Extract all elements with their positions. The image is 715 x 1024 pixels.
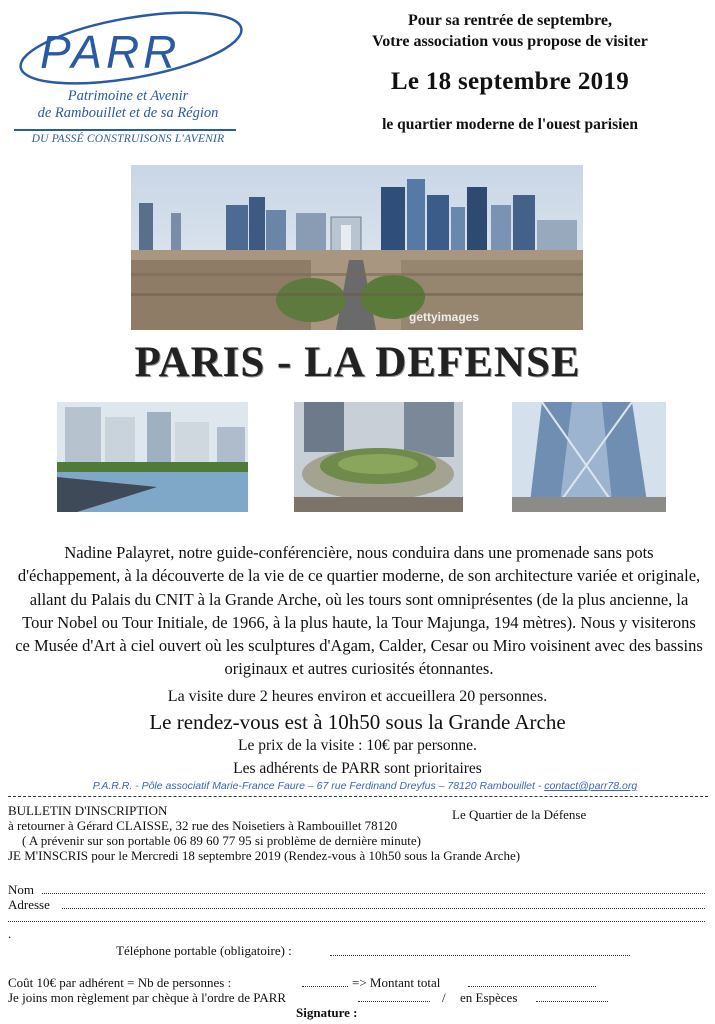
payment-separator: / xyxy=(442,990,446,1005)
footer-address: P.A.R.R. - Pôle associatif Marie-France Faure – 67 rue Ferdinand Dreyfus – 78120 Rambouillet - xyxy=(92,780,545,792)
phone-label: Téléphone portable (obligatoire) : xyxy=(116,943,292,958)
form-register: JE M'INSCRIS pour le Mercredi 18 septembre 2019 (Rendez-vous à 10h50 sous la Grande Arche) xyxy=(8,848,521,863)
event-date: Le 18 septembre 2019 xyxy=(390,68,630,95)
header-subtitle: le quartier moderne de l'ouest parisien xyxy=(382,116,638,133)
photo-fountain-towers xyxy=(57,402,248,512)
cheque-field[interactable] xyxy=(358,1001,430,1002)
cut-line xyxy=(8,796,708,797)
phone-field[interactable] xyxy=(330,955,630,956)
association-address xyxy=(45,780,685,792)
logo-tagline-2: de Rambouillet et de sa Région xyxy=(37,105,219,121)
logo-tagline-1: Patrimoine et Avenir xyxy=(67,88,189,104)
logo-tagline xyxy=(10,88,246,122)
header-line-1: Pour sa rentrée de septembre, xyxy=(408,12,612,29)
cost-label: Coût 10€ par adhérent = Nb de personnes : xyxy=(8,975,232,990)
total-label: => Montant total xyxy=(352,975,441,990)
photo-glass-tower xyxy=(512,402,666,512)
cash-label: en Espèces xyxy=(460,990,518,1005)
header-line-2: Votre association vous propose de visiter xyxy=(372,33,648,50)
address-line-3-marker: . xyxy=(8,926,12,941)
logo-text: PARR xyxy=(40,26,181,78)
visit-duration: La visite dure 2 heures environ et accueillera 20 personnes. xyxy=(167,688,548,705)
parr-logo xyxy=(6,6,251,151)
getty-watermark: gettyimages xyxy=(409,310,480,324)
form-title: BULLETIN D'INSCRIPTION xyxy=(8,803,168,818)
contact-email-link[interactable]: contact@parr78.org xyxy=(544,780,638,792)
signature-label: Signature : xyxy=(296,1005,358,1020)
form-return-to: à retourner à Gérard CLAISSE, 32 rue des Noisetiers à Rambouillet 78120 xyxy=(8,818,398,833)
description-paragraph: Nadine Palayret, notre guide-conférencière, nous conduira dans une promenade sans pots d'échappement, à la découverte de la vie de ce quartier moderne, de son architecture variée et originale, allant du Palais du CNIT à la Grande Arche, où les tours sont omniprésentes (de la plus ancienne, la Tour Nobel ou Tour Initiale, de 1966, à la plus haute, la Tour Majunga, 194 mètres). Nous y visiterons ce Musée d'Art à ciel ouvert où les sculptures d'Agam, Calder, Cesar ou Miro voisinent avec des bassins originaux et autres curiosités étonnantes. xyxy=(15,543,703,679)
visit-meeting: Le rendez-vous est à 10h50 sous la Grande Arche xyxy=(149,710,566,734)
form-right-label: Le Quartier de la Défense xyxy=(452,807,587,822)
name-field[interactable] xyxy=(42,893,705,894)
address-label: Adresse xyxy=(8,897,50,912)
visit-priority: Les adhérents de PARR sont prioritaires xyxy=(233,760,482,777)
payment-label: Je joins mon règlement par chèque à l'ordre de PARR xyxy=(8,990,287,1005)
name-label: Nom xyxy=(8,882,34,897)
hero-photo-la-defense xyxy=(131,165,583,330)
address-field[interactable] xyxy=(62,908,705,909)
parr-logo-mark xyxy=(6,6,251,91)
logo-motto: DU PASSÉ CONSTRUISONS L'AVENIR xyxy=(31,133,225,145)
header xyxy=(310,10,710,134)
main-title: PARIS - LA DEFENSE xyxy=(134,339,581,386)
form-warning: ( A prévenir sur son portable 06 89 60 77 95 si problème de dernière minute) xyxy=(22,833,421,848)
address-field-2[interactable] xyxy=(8,921,705,922)
visit-price: Le prix de la visite : 10€ par personne. xyxy=(238,737,477,754)
people-count-field[interactable] xyxy=(302,986,348,987)
photo-round-plaza xyxy=(294,402,463,512)
logo-divider xyxy=(14,129,236,131)
cash-field[interactable] xyxy=(536,1001,608,1002)
total-amount-field[interactable] xyxy=(468,986,596,987)
